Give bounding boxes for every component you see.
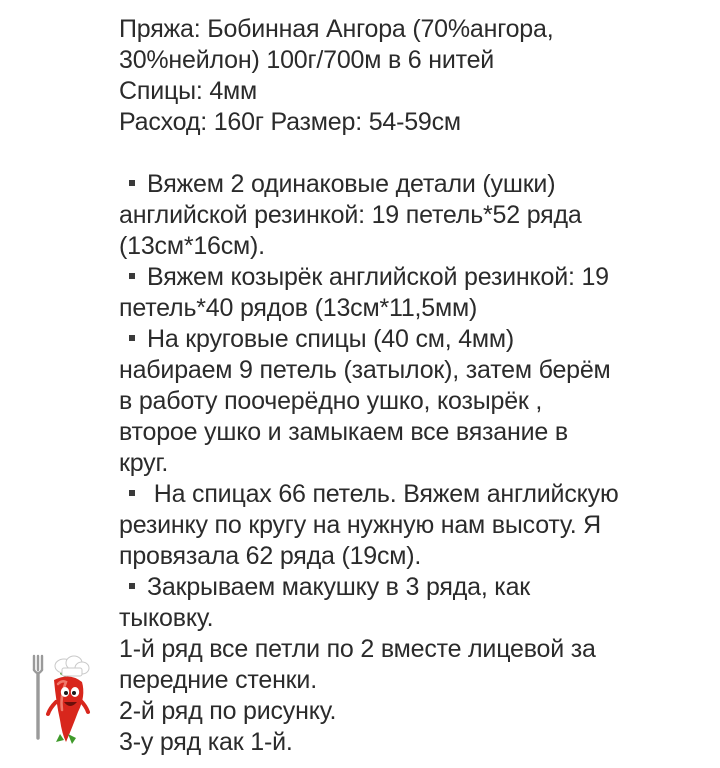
- step-2-text: Вяжем козырёк английской резинкой: 19: [147, 263, 609, 291]
- step-2-continued: петель*40 рядов (13см*11,5мм): [119, 294, 478, 322]
- step-3-text: На круговые спицы (40 см, 4мм): [147, 325, 515, 353]
- step-3-continued: в работу поочерёдно ушко, козырёк ,: [119, 387, 543, 415]
- bullet-icon: [129, 583, 135, 589]
- pepper-body: [54, 676, 83, 742]
- step-4-continued: резинку по кругу на нужную нам высоту. Я: [119, 511, 602, 539]
- row-1-line-continued: передние стенки.: [119, 666, 317, 694]
- step-3-continued: круг.: [119, 449, 169, 477]
- step-2: [119, 262, 699, 293]
- bullet-icon: [129, 273, 135, 279]
- step-1-continued: (13см*16см).: [119, 232, 265, 260]
- fork-icon: [34, 656, 42, 738]
- step-1-continued: английской резинкой: 19 петель*52 ряда: [119, 201, 582, 229]
- step-3-continued: второе ушко и замыкаем все вязание в: [119, 418, 568, 446]
- consumption-line: Расход: 160г Размер: 54-59см: [119, 108, 461, 136]
- spacer: [119, 138, 699, 169]
- step-5-text: Закрываем макушку в 3 ряда, как: [147, 573, 531, 601]
- step-5: [119, 572, 699, 603]
- step-4-text: На спицах 66 петель. Вяжем английскую: [147, 480, 619, 508]
- bullet-icon: [129, 180, 135, 186]
- bullet-icon: [129, 490, 135, 496]
- step-3: [119, 324, 699, 355]
- chili-pepper-chef-icon: [20, 650, 102, 746]
- row-3-line: 3-у ряд как 1-й.: [119, 728, 293, 756]
- yarn-line-continued: 30%нейлон) 100г/700м в 6 нитей: [119, 46, 495, 74]
- step-4-continued: провязала 62 ряда (19см).: [119, 542, 422, 570]
- step-5-continued: тыковку.: [119, 604, 214, 632]
- step-4: [119, 479, 699, 510]
- step-3-continued: набираем 9 петель (затылок), затем берём: [119, 356, 611, 384]
- needles-line: Спицы: 4мм: [119, 77, 258, 105]
- row-1-line: 1-й ряд все петли по 2 вместе лицевой за: [119, 635, 596, 663]
- step-1-text: Вяжем 2 одинаковые детали (ушки): [147, 170, 556, 198]
- step-1: [119, 169, 699, 200]
- bullet-icon: [129, 335, 135, 341]
- chef-hat-icon: [55, 656, 89, 676]
- post-text: [119, 14, 699, 758]
- row-2-line: 2-й ряд по рисунку.: [119, 697, 337, 725]
- yarn-line: Пряжа: Бобинная Ангора (70%ангора,: [119, 15, 554, 43]
